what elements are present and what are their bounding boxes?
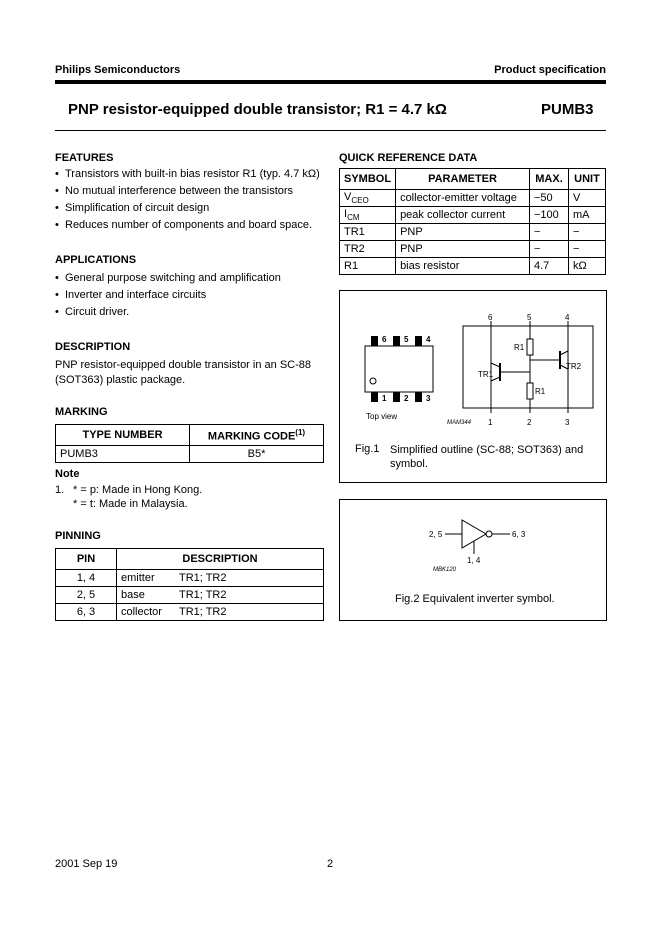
doc-type: Product specification: [494, 64, 606, 76]
marking-col-code: [190, 425, 324, 446]
footnote-ref: (1): [295, 427, 306, 437]
qrd-col-unit: UNIT: [569, 169, 606, 190]
table-row: [56, 604, 324, 621]
pin-label-4: 4: [426, 335, 431, 344]
symbol-text: I: [344, 207, 348, 220]
qrd-table: [339, 168, 606, 275]
pin-lead: [371, 336, 378, 346]
pin-label-5: 5: [404, 335, 409, 344]
table-row: [340, 241, 606, 258]
pin-tr-cell: TR1; TR2: [175, 570, 324, 587]
pin-name-cell: emitter: [117, 570, 176, 587]
figure-1-caption-2: symbol.: [390, 458, 428, 470]
resistor-r1-bottom: [527, 383, 533, 399]
pin-cell: 2, 5: [56, 587, 117, 604]
figure-2-caption: Fig.2 Equivalent inverter symbol.: [395, 593, 555, 605]
list-item: • Simplification of circuit design: [55, 200, 330, 217]
pin-label-6: 6: [382, 335, 387, 344]
table-row: [56, 587, 324, 604]
figure-code: MBK120: [433, 567, 457, 573]
wire: [491, 363, 500, 367]
note-line-2: * = t: Made in Malaysia.: [73, 498, 188, 510]
qrd-unit-cell: −: [569, 241, 606, 258]
note-heading: Note: [55, 468, 80, 480]
qrd-col-max: MAX.: [530, 169, 569, 190]
list-item: • General purpose switching and amplification: [55, 270, 330, 287]
sym-pin-3: 3: [565, 418, 570, 427]
qrd-unit-cell: mA: [569, 207, 606, 224]
qrd-param-cell: peak collector current: [396, 207, 530, 224]
qrd-symbol-cell: [340, 190, 396, 207]
marking-code-cell: B5*: [190, 446, 324, 463]
title-rule: [55, 130, 606, 131]
pin-lead: [371, 392, 378, 402]
table-row: [340, 258, 606, 275]
sym-pin-1: 1: [488, 418, 493, 427]
qrd-symbol-cell: TR2: [340, 241, 396, 258]
table-row: [56, 570, 324, 587]
pin-label-3: 3: [426, 394, 431, 403]
pin-label-1: 1: [382, 394, 387, 403]
symbol-subscript: CEO: [351, 196, 369, 206]
inverter-ground-label: 1, 4: [467, 556, 481, 565]
pin-cell: 1, 4: [56, 570, 117, 587]
list-item: • Transistors with built-in bias resistor R1 (typ. 4.7 kΩ): [55, 166, 330, 183]
pinning-heading: PINNING: [55, 530, 101, 542]
inverter-output-label: 6, 3: [512, 530, 526, 539]
marking-heading: MARKING: [55, 406, 108, 418]
pin-tr-cell: TR1; TR2: [175, 604, 324, 621]
pin-lead: [393, 392, 400, 402]
list-item: • Inverter and interface circuits: [55, 287, 330, 304]
figure-1-number: Fig.1: [355, 443, 380, 455]
qrd-max-cell: −50: [530, 190, 569, 207]
qrd-col-parameter: PARAMETER: [396, 169, 530, 190]
applications-heading: APPLICATIONS: [55, 254, 137, 266]
part-number: PUMB3: [541, 101, 594, 118]
marking-col-code-text: MARKING CODE: [207, 430, 296, 443]
package-outline: [365, 346, 433, 392]
pin-lead: [393, 336, 400, 346]
sym-pin-6: 6: [488, 313, 493, 322]
qrd-col-symbol: SYMBOL: [340, 169, 396, 190]
page-number: 2: [327, 858, 334, 870]
header-rule: [55, 80, 606, 84]
note-line-1: * = p: Made in Hong Kong.: [73, 484, 203, 496]
r1-bottom-label: R1: [535, 387, 546, 396]
description-line-1: PNP resistor-equipped double transistor in an SC-88: [55, 359, 311, 371]
marking-table: [55, 424, 324, 463]
footer-date: 2001 Sep 19: [55, 858, 118, 870]
qrd-unit-cell: −: [569, 224, 606, 241]
qrd-max-cell: 4.7: [530, 258, 569, 275]
qrd-max-cell: −100: [530, 207, 569, 224]
pin-lead: [415, 336, 422, 346]
table-row: [56, 446, 324, 463]
note-number: 1.: [55, 484, 65, 496]
pin-name-cell: collector: [117, 604, 176, 621]
qrd-symbol-cell: [340, 207, 396, 224]
qrd-max-cell: −: [530, 241, 569, 258]
r1-top-label: R1: [514, 343, 525, 352]
pin-col-header: PIN: [56, 549, 117, 570]
figure-2-box: [339, 499, 607, 621]
qrd-symbol-cell: TR1: [340, 224, 396, 241]
marking-type-cell: PUMB3: [56, 446, 190, 463]
qrd-param-cell: bias resistor: [396, 258, 530, 275]
features-list: [55, 166, 330, 234]
sym-pin-2: 2: [527, 418, 532, 427]
qrd-unit-cell: kΩ: [569, 258, 606, 275]
sym-pin-4: 4: [565, 313, 570, 322]
qrd-unit-cell: V: [569, 190, 606, 207]
qrd-symbol-cell: R1: [340, 258, 396, 275]
company-name: Philips Semiconductors: [55, 64, 181, 76]
pinning-table: [55, 548, 324, 621]
table-row: [340, 207, 606, 224]
list-item: • Circuit driver.: [55, 304, 330, 321]
page-title: PNP resistor-equipped double transistor; R1 = 4.7 kΩ: [68, 101, 447, 118]
description-line-2: (SOT363) plastic package.: [55, 374, 186, 386]
resistor-r1-top: [527, 339, 533, 355]
applications-list: [55, 270, 330, 321]
list-item: • Reduces number of components and board space.: [55, 217, 330, 234]
inverter-input-label: 2, 5: [429, 530, 443, 539]
qrd-param-cell: PNP: [396, 241, 530, 258]
tr1-label: TR1: [478, 370, 494, 379]
list-item: • No mutual interference between the transistors: [55, 183, 330, 200]
desc-col-header: DESCRIPTION: [117, 549, 324, 570]
wire: [560, 351, 568, 355]
tr2-label: TR2: [566, 362, 582, 371]
table-row: [340, 224, 606, 241]
table-row: [340, 190, 606, 207]
pin-cell: 6, 3: [56, 604, 117, 621]
features-heading: FEATURES: [55, 152, 114, 164]
pin-lead: [415, 392, 422, 402]
qrd-max-cell: −: [530, 224, 569, 241]
figure-1-box: [339, 290, 607, 483]
qrd-param-cell: collector-emitter voltage: [396, 190, 530, 207]
pin-name-cell: base: [117, 587, 176, 604]
qrd-param-cell: PNP: [396, 224, 530, 241]
description-heading: DESCRIPTION: [55, 341, 131, 353]
qrd-heading: QUICK REFERENCE DATA: [339, 152, 478, 164]
marking-col-type: TYPE NUMBER: [56, 425, 190, 446]
figure-code: MAM344: [447, 420, 472, 426]
pin1-marker: [370, 378, 376, 384]
pin-tr-cell: TR1; TR2: [175, 587, 324, 604]
figure-1-caption-1: Simplified outline (SC-88; SOT363) and: [390, 444, 584, 456]
symbol-subscript: CM: [347, 213, 360, 223]
top-view-label: Top view: [366, 412, 398, 421]
symbol-text: V: [344, 190, 352, 203]
pin-label-2: 2: [404, 394, 409, 403]
sym-pin-5: 5: [527, 313, 532, 322]
